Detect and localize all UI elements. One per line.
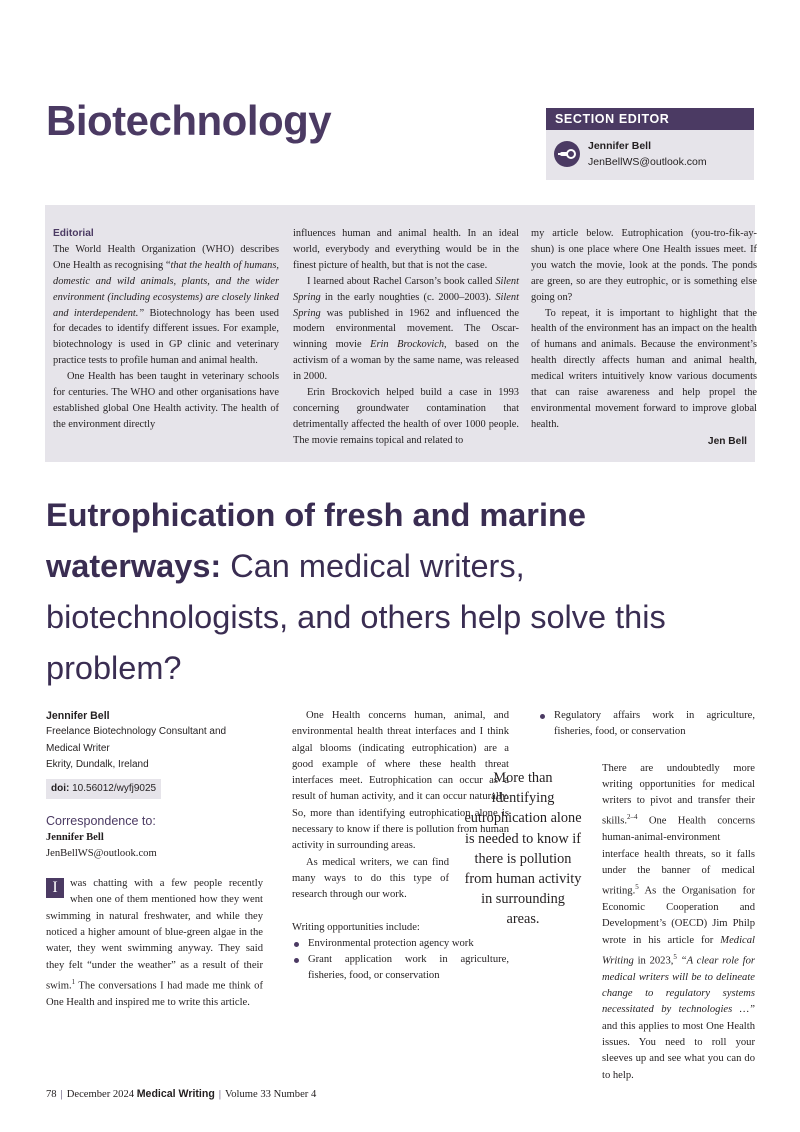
pull-quote: More than identifying eutrophication alone is needed to know if there is pollution from human activity in surrounding areas. — [464, 770, 582, 928]
doi-badge[interactable] — [46, 779, 161, 799]
article-text: and this applies to most One Health issues. You need to roll your sleeves up and see what you can do to help. — [602, 1020, 755, 1081]
list-item: Regulatory affairs work in agriculture, fisheries, food, or conservation — [538, 708, 755, 741]
article-paragraph — [46, 876, 263, 1011]
author-affiliation: Freelance Biotechnology Consultant and — [46, 726, 227, 738]
article-column-1 — [46, 708, 263, 1011]
editor-badge-icon — [554, 141, 580, 167]
section-editor-name: Jennifer Bell — [588, 140, 652, 152]
editorial-paragraph — [293, 274, 519, 385]
journal-title: Medical Writing — [602, 934, 755, 967]
section-editor-email[interactable]: JenBellWS@outlook.com — [588, 156, 707, 168]
philp-quote: “A clear role for medical writers will be to delineate change to regulatory systems necessitated by technologies …” — [602, 955, 755, 1016]
article-text: in 2023, — [633, 955, 674, 967]
article-text: As the Organisation for Economic Cooperation and Development’s (OECD) Jim Philp wrote in his article for — [602, 885, 755, 946]
page-number: 78 — [46, 1089, 57, 1100]
editorial-paragraph: Erin Brockovich helped build a case in 1993 concerning groundwater contamination that detrimentally affected the health of over 1000 people. The movie remains topical and related to — [293, 387, 519, 446]
author-name: Jennifer Bell — [46, 710, 110, 722]
opportunities-label: Writing opportunities include: — [292, 921, 420, 933]
editorial-text: was published in 1962 and influenced the modern environmental movement. The Oscar-winning movie — [293, 307, 519, 351]
correspondence-label: Correspondence to: — [46, 814, 156, 829]
article-text: was chatting with a few people recently when one of them mentioned how they went swimming in natural freshwater, and while they noticed a higher amount of blue-green algae in the water, they went swimming anyway. They said they felt “under the weather” as a result of their swim. — [46, 878, 263, 992]
article-title — [46, 490, 766, 694]
issue-date: December 2024 — [66, 1089, 135, 1100]
doi-value: 10.56012/wyfj9025 — [69, 782, 157, 794]
editorial-label: Editorial — [53, 228, 94, 239]
reference-marker: 1 — [71, 977, 76, 986]
editorial-paragraph: One Health has been taught in veterinary schools for centuries. The WHO and other organisations have established global One Health activity. The health of the environment directly — [53, 371, 279, 430]
editorial-column-1 — [53, 226, 279, 433]
reference-marker: 5 — [673, 952, 677, 961]
article-paragraph: As medical writers, we can find many ways to do this type of research through our work. — [292, 856, 449, 901]
volume-number: Volume 33 Number 4 — [224, 1089, 317, 1100]
list-item: Grant application work in agriculture, fisheries, food, or conservation — [292, 952, 509, 985]
author-affiliation: Medical Writer — [46, 742, 110, 754]
article-text: One Health concerns human, animal, and environmental health threat interfaces and I think algal blooms (indicating eutrophication) are a good example of where these health threat interfaces meet. Eutrophication can occur as a result of human activity, and it can occur naturally. So, more than identifying eutrophication alone is necessary to know if there is pollution from human activity in surrounding areas. — [292, 710, 509, 852]
list-item: Environmental protection agency work — [292, 936, 509, 952]
article-text: There are undoubtedly more writing opportunities for medical writers to pivot and transfer their skills. — [602, 762, 755, 828]
correspondence-email[interactable]: JenBellWS@outlook.com — [46, 847, 157, 859]
editorial-paragraph: my article below. Eutrophication (you-tro-fik-ay-shun) is one place where One Health issues meet. If you watch the movie, look at the ponds. The ponds are green, so are they eutrophic, or is something else going on? — [531, 228, 757, 303]
article-title-rest: Can medical writers, biotechnologists, and others help solve this problem? — [46, 548, 666, 686]
editorial-panel — [45, 205, 755, 462]
editorial-text: , based on the activism of a woman by the same name, was released in 2000. — [293, 339, 519, 383]
editorial-column-3 — [531, 226, 757, 433]
editorial-paragraph: influences human and animal health. In an ideal world, everybody and everything would be in the finest picture of health, but that is not the case. — [293, 228, 519, 271]
article-title-bold: Eutrophication of fresh and marine waterways: — [46, 497, 586, 584]
reference-marker: 2–4 — [627, 813, 638, 822]
article-paragraph — [602, 761, 755, 1084]
editorial-text: in the early noughties (c. 2000–2003). — [320, 291, 496, 303]
page-footer: 78 | December 2024 Medical Writing | Volume 33 Number 4 — [46, 1088, 317, 1100]
movie-title: Erin Brockovich — [370, 339, 445, 351]
editorial-text: Biotechnology has been used for decades to identify different issues. For example, biotechnology is used in GP clinic and veterinary practice tests to profile human and animal health. — [53, 307, 279, 367]
editorial-column-2 — [293, 226, 519, 449]
book-title: Silent Spring — [293, 275, 519, 303]
editorial-signature: Jen Bell — [707, 436, 747, 447]
editorial-paragraph: To repeat, it is important to highlight that the health of the environment has an impact on the health of humans and animals. Because the environment’s health directly affects human and animal health, medical writers intuitively know various documents that can raise awareness and help propel the environmental movement forward to improve global health. — [531, 307, 757, 430]
book-title: Silent Spring — [293, 291, 519, 319]
editorial-paragraph — [53, 242, 279, 369]
doi-label: doi: — [51, 782, 70, 794]
article-column-3 — [538, 708, 755, 1084]
section-editor-header: SECTION EDITOR — [546, 108, 754, 130]
section-title: Biotechnology — [46, 97, 332, 144]
editorial-text: I learned about Rachel Carson’s book called — [307, 275, 496, 287]
journal-name: Medical Writing — [136, 1088, 215, 1100]
drop-cap: I — [46, 878, 64, 898]
author-affiliation: Ekrity, Dundalk, Ireland — [46, 758, 149, 770]
reference-marker: 5 — [635, 883, 639, 892]
correspondence-name: Jennifer Bell — [46, 831, 104, 843]
editorial-text: The World Health Organization (WHO) describes One Health as recognising “ — [53, 243, 279, 271]
who-quote: that the health of humans, domestic and wild animals, plants, and the wider environment (including ecosystems) are closely linked and interdependent.” — [53, 259, 279, 319]
opportunities-list — [292, 936, 509, 985]
section-editor-box — [546, 108, 754, 180]
article-text: The conversations I had made me think of One Health and inspired me to write this article. — [46, 980, 263, 1008]
article-text: One Health concerns human-animal-environment interface health threats, so it falls under the banner of medical writing. — [602, 816, 755, 897]
opportunities-list-continued — [538, 708, 755, 741]
